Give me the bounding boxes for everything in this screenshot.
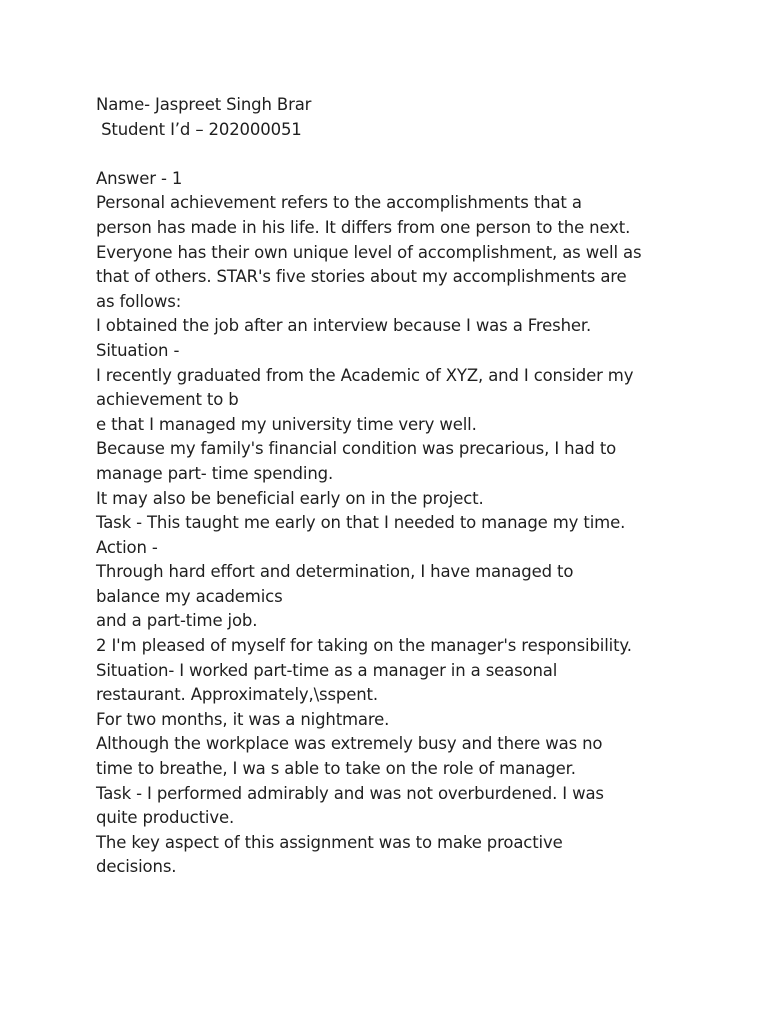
body-line: achievement to b: [96, 390, 239, 410]
body-line: Because my family's financial condition was precarious, I had to: [96, 439, 617, 459]
body-line: e that I managed my university time very well.: [96, 414, 477, 434]
body-line: person has made in his life. It differs from one person to the next.: [96, 217, 631, 237]
document-body: [96, 93, 656, 880]
body-line: decisions.: [96, 857, 177, 877]
body-line: I obtained the job after an interview because I was a Fresher.: [96, 316, 592, 336]
body-line: restaurant. Approximately,\sspent.: [96, 685, 378, 705]
body-line: Task - This taught me early on that I needed to manage my time.: [96, 513, 626, 533]
student-name: Name- Jaspreet Singh Brar: [96, 95, 312, 114]
body-line: Situation -: [96, 340, 180, 360]
blank-line: [96, 142, 656, 167]
body-line: that of others. STAR's five stories about my accomplishments are: [96, 267, 627, 287]
body-line: For two months, it was a nightmare.: [96, 709, 390, 729]
body-line: Although the workplace was extremely busy and there was no: [96, 734, 603, 754]
body-line: quite productive.: [96, 808, 235, 828]
body-line: It may also be beneficial early on in the project.: [96, 488, 484, 508]
body-line: Action -: [96, 537, 158, 557]
body-line: The key aspect of this assignment was to make proactive: [96, 832, 563, 852]
body-line: time to breathe, I wa s able to take on the role of manager.: [96, 759, 576, 779]
body-line: Through hard effort and determination, I have managed to: [96, 562, 574, 582]
body-line: manage part- time spending.: [96, 463, 334, 483]
body-line: Personal achievement refers to the accomplishments that a: [96, 193, 582, 213]
student-id: Student I’d – 202000051: [96, 119, 302, 139]
answer-heading: Answer - 1: [96, 168, 183, 188]
body-line: balance my academics: [96, 586, 283, 606]
body-line: as follows:: [96, 291, 182, 311]
body-line: I recently graduated from the Academic of XYZ, and I consider my: [96, 365, 634, 385]
body-line: Everyone has their own unique level of accomplishment, as well as: [96, 242, 642, 262]
body-line: 2 I'm pleased of myself for taking on the manager's responsibility.: [96, 636, 632, 656]
body-line: and a part-time job.: [96, 611, 258, 631]
body-line: Situation- I worked part-time as a manager in a seasonal: [96, 660, 558, 680]
body-line: Task - I performed admirably and was not overburdened. I was: [96, 783, 604, 803]
